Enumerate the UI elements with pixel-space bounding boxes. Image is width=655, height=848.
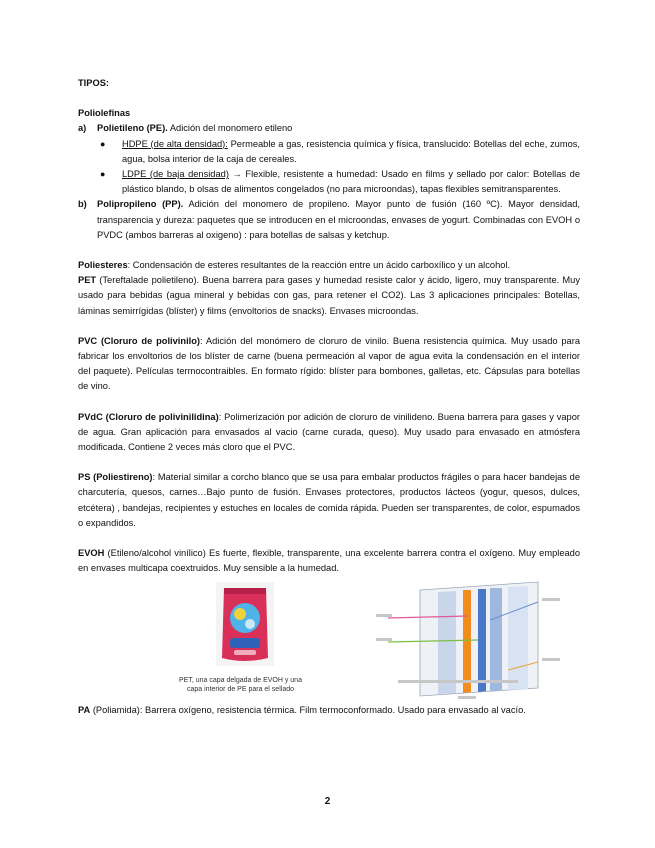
hdpe-text: Permeable a gas, resistencia química y física, translucido: Botellas del eche, zumos, agua, bolsa interior de la caja de cereales. bbox=[122, 138, 580, 164]
section-title-tipos: TIPOS: bbox=[78, 78, 109, 88]
pvc-text: : Adición del monómero de cloruro de vinilo. Buena resistencia química. Muy usado para fabricar los envoltorios de los blíster de carne (buena permeación al vapor de agua evita la condensación en el interior del paquete). Películas termocontraibles. En formato rígido: blíster para bombones, galletas, etc. Cápsulas para botellas de vino. bbox=[78, 335, 580, 392]
pet-title: PET bbox=[78, 275, 97, 286]
bullet-ldpe bbox=[100, 167, 580, 197]
pvc-title: PVC (Cloruro de polivinilo) bbox=[78, 335, 201, 346]
pvdc-text: : Polimerización por adición de cloruro de vinilideno. Buena barrera para gases y vapor de agua. Gran aplicación para envasados al vacio (carne curada, queso). Muy usado para envasado en atmósfera modificada. Contiene 2 veces más cloro que el PVC. bbox=[78, 411, 580, 453]
item-b-text: Adición del monomero de propileno. Mayor punto de fusión (160 ºC). Mayor densidad, transparencia y dureza: paquetes que se introducen en el microondas, envases de yogurt. Combinadas con EVOH o PVDC (ambos barreras al oxigeno) : para botellas de salsas y ketchup. bbox=[97, 199, 580, 240]
pet-paragraph bbox=[78, 273, 580, 319]
bullet-dot-icon: ● bbox=[100, 138, 106, 149]
ldpe-text: → Flexible, resistente a humedad: Usado en films y sellado por calor: Botellas de plástico blando, b olsas de alimentos congelados (no para microondas), tapas flexibles semitransparentes. bbox=[122, 169, 580, 195]
item-a-polietileno bbox=[78, 121, 580, 136]
pvdc-title: PVdC (Cloruro de polivinilidina) bbox=[78, 411, 219, 422]
figures-row bbox=[78, 576, 580, 703]
caption-line-2: capa interior de PE para el sellado bbox=[186, 686, 294, 694]
ps-text: : Material similar a corcho blanco que se usa para embalar productos frágiles o para hacer bandejas de charcutería, quesos, carnes…Bajo punto de fusión. Envases protectores, productos lácteos (yogur, quesos, dulces, etcétera) , bandejas, recipientes y estuches en locales de comida rápida. Pueden ser transparentes, de color, espumados o expandidos. bbox=[78, 472, 581, 528]
ldpe-term: LDPE (de baja densidad) bbox=[122, 169, 229, 180]
item-a-title: Polietileno (PE). bbox=[97, 123, 168, 134]
poliesteres-title: Poliesteres bbox=[78, 260, 128, 271]
evoh-paragraph bbox=[78, 546, 580, 576]
multilayer-barrier-diagram bbox=[368, 580, 568, 702]
pa-title: PA bbox=[78, 705, 91, 716]
poliesteres-text: : Condensación de esteres resultantes de la reacción entre un ácido carboxílico y un alcohol. bbox=[127, 260, 511, 271]
pet-text: (Tereftalade polietileno). Buena barrera para gases y humedad resiste calor y ácido, ligero, muy transparente. Muy usado para bebidas (agua mineral y bebidas con gas, para retener el CO2). Las 3 aplicaciones principales: Botellas, láminas semirrígidas (blíster) y films (envoltorios de snacks). Envases microondas. bbox=[78, 275, 580, 316]
pvdc-paragraph bbox=[78, 410, 580, 456]
item-b-title: Polipropileno (PP). bbox=[97, 199, 184, 210]
pa-paragraph bbox=[78, 703, 580, 718]
item-b-label: b) bbox=[78, 199, 87, 210]
poliolefinas-heading: Poliolefinas bbox=[78, 108, 131, 119]
evoh-text: (Etileno/alcohol vinílico) Es fuerte, flexible, transparente, una excelente barrera contra el oxígeno. Muy empleado en envases multicapa coextruidos. Muy sensible a la humedad. bbox=[78, 548, 580, 574]
ps-title: PS (Poliestireno) bbox=[78, 472, 153, 483]
hdpe-term: HDPE (de alta densidad): bbox=[122, 138, 228, 149]
document-body bbox=[78, 76, 580, 719]
ps-paragraph bbox=[78, 470, 580, 531]
item-a-text: Adición del monomero etileno bbox=[167, 123, 293, 134]
caption-line-1: PET, una capa delgada de EVOH y una bbox=[179, 677, 302, 685]
item-a-label: a) bbox=[78, 123, 87, 134]
pouch-image bbox=[216, 582, 274, 666]
bullet-dot-icon: ● bbox=[100, 169, 106, 180]
evoh-title: EVOH bbox=[78, 548, 105, 559]
pa-text: (Poliamida): Barrera oxígeno, resistencia térmica. Film termoconformado. Usado para envasado al vacío. bbox=[90, 705, 526, 716]
poliesteres-paragraph bbox=[78, 258, 580, 273]
page-number: 2 bbox=[324, 796, 331, 807]
item-b-polipropileno bbox=[78, 197, 580, 243]
figure-caption bbox=[138, 676, 343, 694]
bullet-hdpe bbox=[100, 137, 580, 167]
pvc-paragraph bbox=[78, 334, 580, 395]
